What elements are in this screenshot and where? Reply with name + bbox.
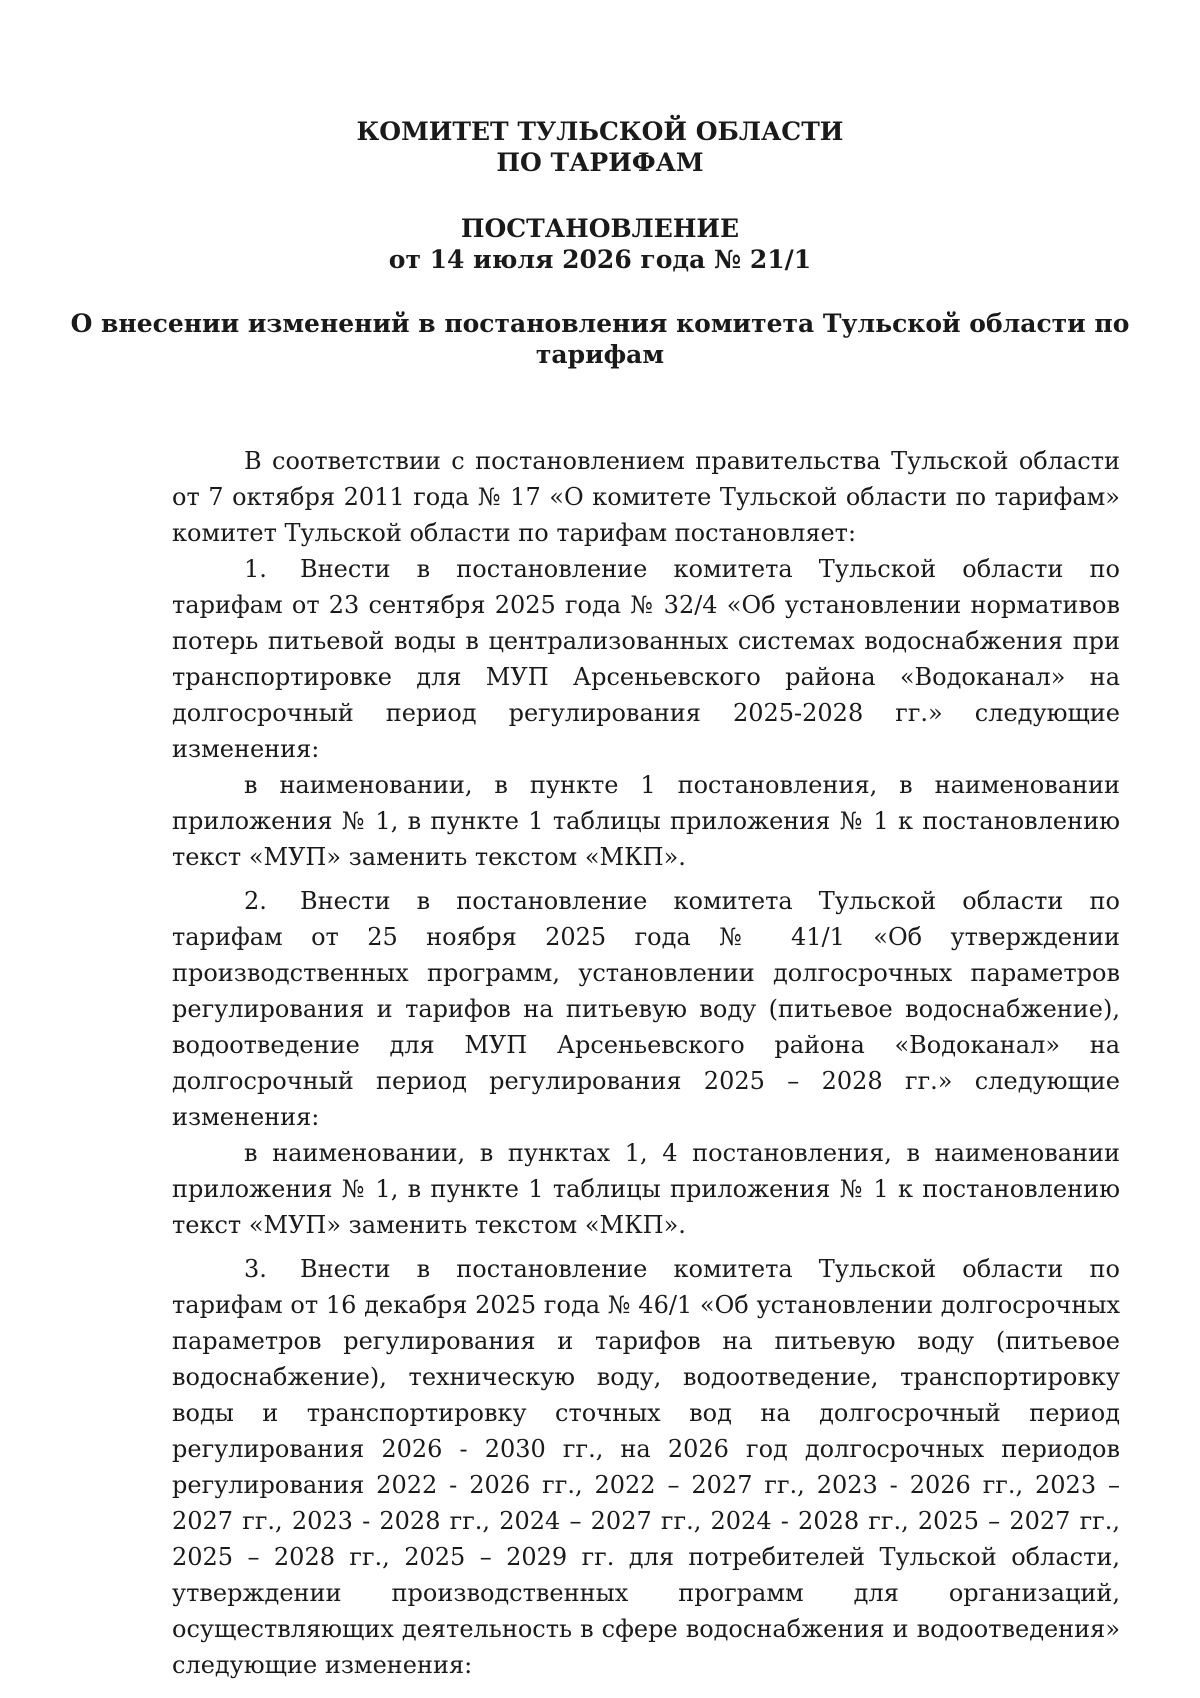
committee-name-line2: ПО ТАРИФАМ [496,148,704,177]
item-2-text: Внести в постановление комитета Тульской области по тарифам от 25 ноября 2025 года № 41/1 «Об утверждении производственных программ, установлении долгосрочных параметров регулирования и тарифов на питьевую воду (питьевое водоснабжение), водоотведение для МУП Арсеньевского района «Водоканал» на долгосрочный период регулирования 2025 – 2028 гг.» следующие изменения: [172,887,1120,1131]
item-1-text: Внести в постановление комитета Тульской области по тарифам от 23 сентября 2025 года № 32/4 «Об установлении нормативов потерь питьевой воды в централизованных системах водоснабжения при транспортировке для МУП Арсеньевского района «Водоканал» на долгосрочный период регулирования 2025-2028 гг.» следующие изменения: [172,555,1120,763]
subject-line2: тарифам [535,340,665,369]
committee-name [0,116,1200,178]
resolution-heading [0,213,1200,275]
item-2-paragraph [172,883,1120,1135]
doc-date-number: от 14 июля 2026 года № 21/1 [388,245,812,274]
document-body [172,443,1120,1683]
subject-line1: О внесении изменений в постановления комитета Тульской области по [70,309,1130,338]
item-3-number: 3. [244,1255,267,1283]
item-1-paragraph [172,551,1120,767]
item-1-number: 1. [244,555,267,583]
item-3-text: Внести в постановление комитета Тульской области по тарифам от 16 декабря 2025 года № 46/1 «Об установлении долгосрочных параметров регулирования и тарифов на питьевую воду (питьевое водоснабжение), техническую воду, водоотведение, транспортировку воды и транспортировку сточных вод на долгосрочный период регулирования 2026 - 2030 гг., на 2026 год долгосрочных периодов регулирования 2022 - 2026 гг., 2022 – 2027 гг., 2023 - 2026 гг., 2023 – 2027 гг., 2023 - 2028 гг., 2024 – 2027 гг., 2024 - 2028 гг., 2025 – 2027 гг., 2025 – 2028 гг., 2025 – 2029 гг. для потребителей Тульской области, утверждении производственных программ для организаций, осуществляющих деятельность в сфере водоснабжения и водоотведения» следующие изменения: [172,1255,1120,1679]
preamble-paragraph: В соответствии с постановлением правительства Тульской области от 7 октября 2011 года № 17 «О комитете Тульской области по тарифам» комитет Тульской области по тарифам постановляет: [172,447,1120,547]
committee-name-line1: КОМИТЕТ ТУЛЬСКОЙ ОБЛАСТИ [356,117,844,146]
doc-type: ПОСТАНОВЛЕНИЕ [460,214,740,243]
resolution-subject [0,308,1200,370]
item-2-number: 2. [244,887,267,915]
item-3-paragraph [172,1251,1120,1683]
item-2-change: в наименовании, в пунктах 1, 4 постановления, в наименовании приложения № 1, в пункте 1 таблицы приложения № 1 к постановлению текст «МУП» заменить текстом «МКП». [172,1139,1120,1239]
item-1-change: в наименовании, в пункте 1 постановления, в наименовании приложения № 1, в пункте 1 таблицы приложения № 1 к постановлению текст «МУП» заменить текстом «МКП». [172,771,1120,871]
